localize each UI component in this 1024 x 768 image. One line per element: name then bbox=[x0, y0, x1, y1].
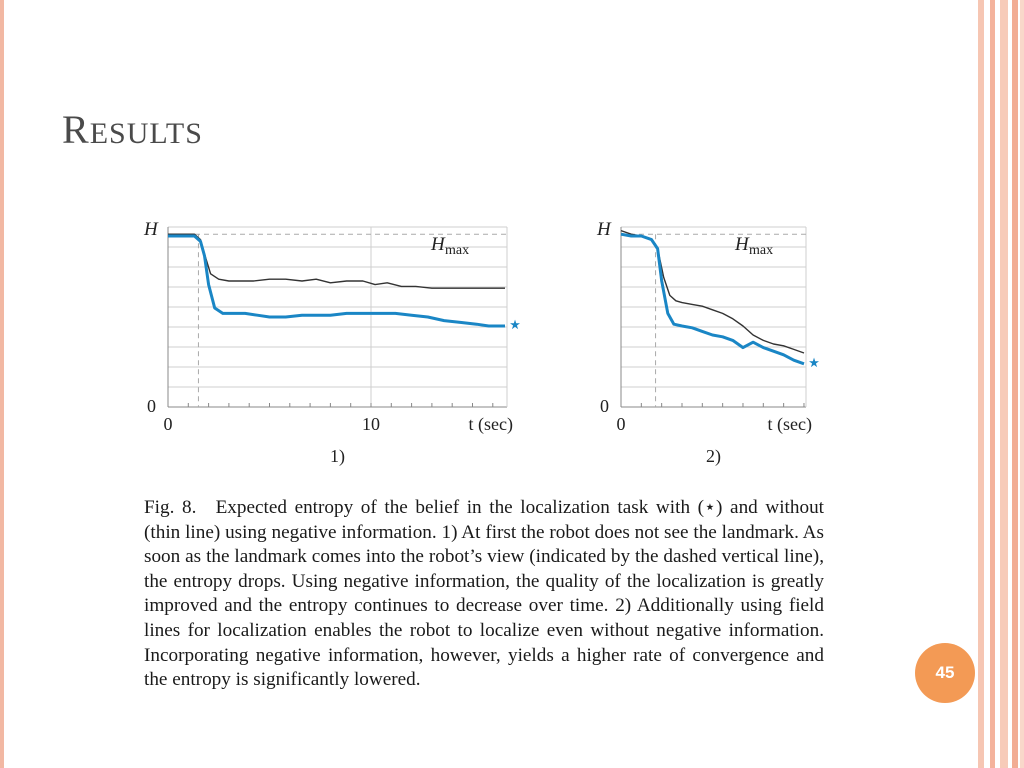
panel-label: 1) bbox=[330, 446, 345, 466]
hmax-subscript: max bbox=[749, 243, 774, 259]
page-number-badge bbox=[915, 643, 975, 703]
page-number: 45 bbox=[935, 663, 955, 682]
panel-label: 2) bbox=[706, 446, 721, 466]
star-marker: ⋆ bbox=[805, 347, 823, 377]
x-tick-label: 10 bbox=[361, 414, 380, 434]
slide-title-rest: ESULTS bbox=[89, 117, 203, 150]
x-tick-label: 0 bbox=[616, 414, 626, 434]
y-axis-label: H bbox=[597, 219, 611, 240]
chart-panel-1 bbox=[168, 227, 513, 435]
hmax-label: H bbox=[431, 234, 445, 256]
y-axis-label: H bbox=[144, 219, 158, 240]
slide-title-initial: R bbox=[62, 107, 90, 152]
x-axis-label: t (sec) bbox=[767, 414, 812, 434]
y-tick-label: 0 bbox=[147, 396, 156, 416]
hmax-subscript: max bbox=[445, 243, 470, 259]
x-axis-label: t (sec) bbox=[468, 414, 513, 434]
x-tick-label: 0 bbox=[163, 414, 173, 434]
figure-caption bbox=[144, 496, 824, 693]
chart-panel-2 bbox=[621, 227, 812, 435]
hmax-label: H bbox=[735, 234, 749, 256]
y-tick-label: 0 bbox=[600, 396, 609, 416]
star-marker: ⋆ bbox=[506, 310, 524, 339]
figure-caption-text: Fig. 8. Expected entropy of the belief in the localization task with (⋆) and without (thin line) using negative information. 1) At first the robot does not see the landmark. As soon as the landmark comes into the robot’s view (indicated by the dashed vertical line), the entropy drops. Using negative information, the quality of the localization is greatly improved and the entropy continues to decrease over time. 2) Additionally using field lines for localization enables the robot to localize even without negative information. Incorporating negative information, however, yields a higher rate of convergence and the entropy is significantly lowered. bbox=[144, 497, 824, 691]
